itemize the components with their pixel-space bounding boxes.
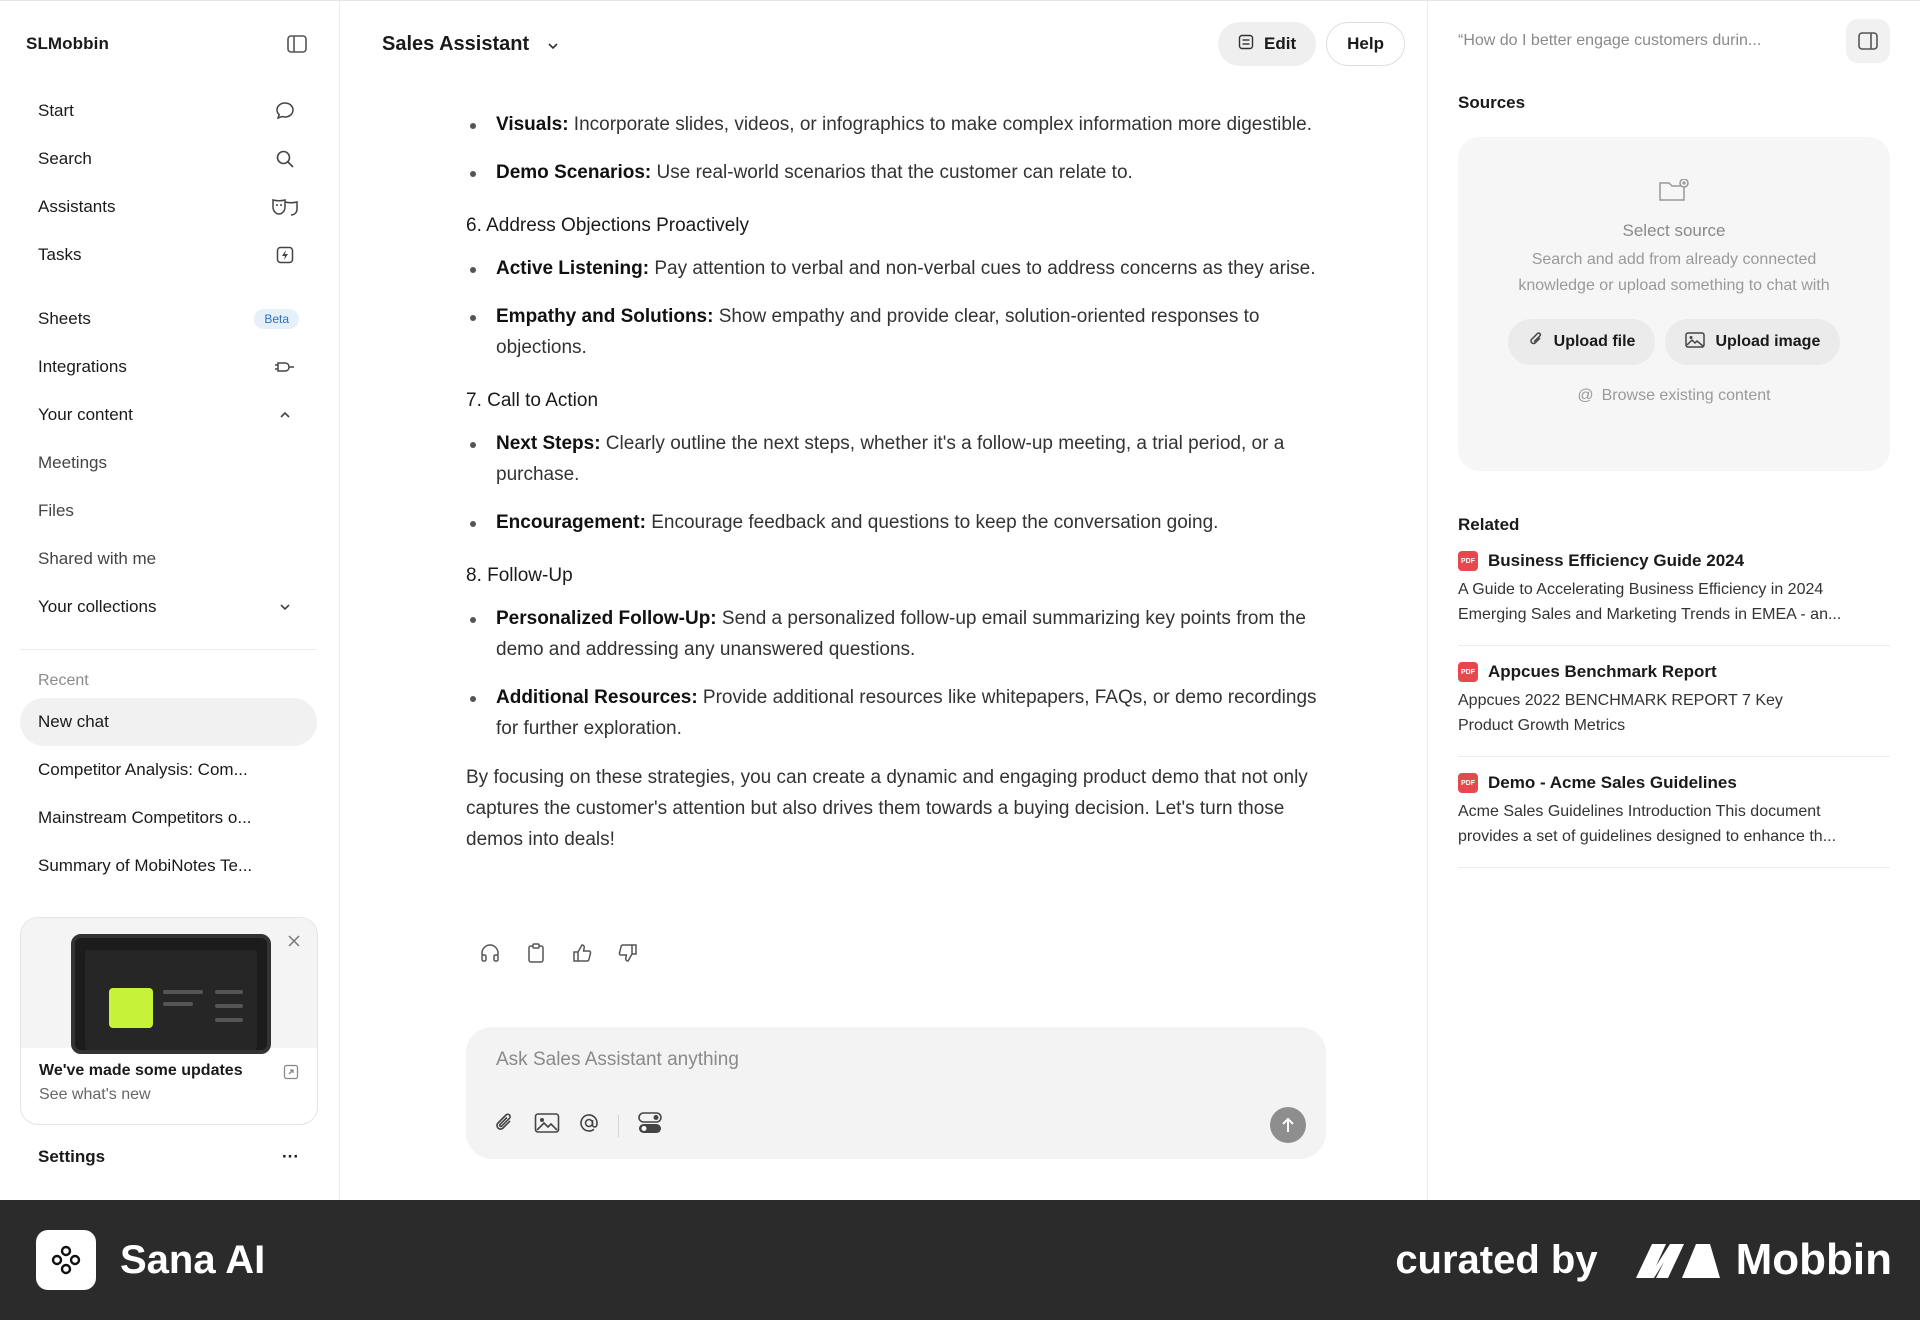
updates-card[interactable] [20, 917, 318, 1125]
sources-panel [1428, 1, 1920, 1201]
recent-chat-item[interactable]: Mainstream Competitors o... [38, 808, 252, 827]
related-desc: Product Growth Metrics [1458, 717, 1626, 734]
updates-preview-image [21, 918, 317, 1048]
related-desc: Acme Sales Guidelines Introduction This document [1458, 803, 1821, 820]
attach-icon[interactable] [494, 1111, 516, 1140]
sidebar-item-label: Tasks [38, 245, 82, 264]
assistant-selector[interactable] [382, 33, 559, 56]
thumbs-down-icon[interactable] [616, 941, 640, 965]
sidebar-item-integrations[interactable] [20, 343, 317, 391]
related-desc: Emerging Sales and Marketing Trends in EMEA - an... [1458, 606, 1842, 623]
sidebar-item-sheets[interactable] [20, 295, 317, 343]
mention-icon[interactable] [578, 1112, 600, 1139]
message-section [466, 555, 1326, 744]
chat-bubble-icon [271, 97, 299, 125]
curated-label: curated by [1395, 1237, 1598, 1282]
footer-banner [0, 1200, 1920, 1320]
close-icon[interactable] [287, 932, 301, 953]
edit-button[interactable] [1218, 22, 1316, 66]
search-icon [271, 145, 299, 173]
sidebar-item-files[interactable]: Files [38, 501, 74, 520]
list-item: Visuals: Incorporate slides, videos, or infographics to make complex information more digestible. [466, 109, 1326, 140]
brand-row [20, 1, 317, 87]
updates-subtitle[interactable]: See what's new [39, 1086, 151, 1103]
select-source-desc: Search and add from already connected knowledge or upload something to chat with [1518, 251, 1830, 294]
composer-input[interactable]: Ask Sales Assistant anything [496, 1049, 739, 1070]
list-item: Empathy and Solutions: Show empathy and provide clear, solution-oriented responses to objections. [466, 301, 1326, 363]
external-link-icon[interactable] [283, 1064, 299, 1085]
message-composer[interactable] [466, 1027, 1326, 1159]
related-heading: Related [1458, 515, 1520, 534]
mobbin-logo [1634, 1235, 1892, 1285]
beta-badge: Beta [254, 309, 299, 329]
sidebar [0, 1, 340, 1201]
sidebar-item-collections[interactable] [20, 583, 317, 631]
help-button[interactable]: Help [1326, 22, 1405, 66]
sources-card [1458, 137, 1890, 471]
copy-icon[interactable] [524, 941, 548, 965]
sidebar-toggle-icon[interactable] [283, 30, 311, 58]
sidebar-item-label: Assistants [38, 197, 116, 216]
headphones-icon[interactable] [478, 941, 502, 965]
message-actions [478, 941, 640, 965]
related-desc: Appcues 2022 BENCHMARK REPORT 7 Key [1458, 692, 1783, 709]
image-icon[interactable] [534, 1112, 560, 1139]
conversation-query: “How do I better engage customers durin... [1458, 32, 1762, 49]
recent-chat-item[interactable]: Competitor Analysis: Com... [38, 760, 248, 779]
sidebar-item-shared[interactable]: Shared with me [38, 549, 157, 568]
assistant-message [466, 61, 1326, 855]
list-item: Demo Scenarios: Use real-world scenarios that the customer can relate to. [466, 157, 1326, 188]
toolbar-divider [618, 1115, 619, 1137]
related-item[interactable] [1458, 757, 1890, 868]
related-item[interactable] [1458, 646, 1890, 757]
sana-logo-icon [36, 1230, 96, 1290]
updates-title: We've made some updates [39, 1062, 243, 1079]
plug-icon [271, 353, 299, 381]
image-icon [1685, 332, 1705, 353]
related-desc: A Guide to Accelerating Business Efficiency in 2024 [1458, 581, 1824, 598]
settings-row[interactable] [20, 1137, 317, 1177]
recent-chat-item[interactable]: Summary of MobiNotes Te... [38, 856, 253, 875]
bolt-icon [271, 241, 299, 269]
toggle-settings-icon[interactable] [637, 1110, 663, 1141]
sidebar-item-meetings[interactable]: Meetings [38, 453, 107, 472]
chevron-down-icon [547, 33, 559, 56]
sidebar-divider [20, 649, 317, 650]
related-title: Appcues Benchmark Report [1488, 662, 1717, 681]
chat-main [340, 1, 1428, 1201]
pdf-icon: PDF [1458, 773, 1478, 793]
upload-file-label: Upload file [1553, 333, 1636, 350]
chat-header [340, 1, 1427, 87]
section-heading: 6. Address Objections Proactively [466, 214, 750, 236]
edit-label: Edit [1264, 34, 1297, 53]
at-icon: @ [1577, 387, 1594, 404]
settings-label: Settings [38, 1147, 106, 1166]
panel-toggle-icon[interactable] [1846, 19, 1890, 63]
list-item: Additional Resources: Provide additional resources like whitepapers, FAQs, or demo recordings for further exploration. [466, 682, 1326, 744]
related-title: Demo - Acme Sales Guidelines [1488, 773, 1737, 792]
section-heading: 8. Follow-Up [466, 564, 573, 586]
thumbs-up-icon[interactable] [570, 941, 594, 965]
list-item: Personalized Follow-Up: Send a personalized follow-up email summarizing key points from the demo and addressing any unanswered questions. [466, 603, 1326, 665]
paperclip-icon [1528, 331, 1544, 354]
upload-image-button[interactable] [1665, 319, 1840, 365]
sources-heading: Sources [1458, 93, 1526, 112]
section-heading: 7. Call to Action [466, 389, 599, 411]
upload-file-button[interactable] [1508, 319, 1656, 365]
message-section [466, 205, 1326, 363]
add-folder-icon [1458, 137, 1890, 203]
list-item: Active Listening: Pay attention to verbal and non-verbal cues to address concerns as they arise. [466, 253, 1326, 284]
sidebar-item-label: Integrations [38, 357, 127, 376]
sidebar-item-label: Start [38, 101, 74, 120]
mobbin-mark-icon [1634, 1240, 1722, 1280]
sidebar-item-label: Your content [38, 405, 133, 424]
arrow-up-icon [1280, 1116, 1296, 1134]
mobbin-name: Mobbin [1735, 1235, 1892, 1284]
related-desc: provides a set of guidelines designed to enhance th... [1458, 828, 1837, 845]
sidebar-item-start[interactable] [20, 87, 317, 135]
message-section [466, 380, 1326, 538]
masks-icon [271, 193, 299, 221]
app-name: Sana AI [120, 1237, 266, 1282]
sidebar-item-your-content[interactable] [20, 391, 317, 439]
sidebar-item-tasks[interactable] [20, 231, 317, 279]
sidebar-item-assistants[interactable] [20, 183, 317, 231]
pdf-icon: PDF [1458, 662, 1478, 682]
more-icon[interactable]: ··· [282, 1147, 299, 1166]
browse-label: Browse existing content [1601, 387, 1771, 404]
pdf-icon: PDF [1458, 551, 1478, 571]
edit-icon [1238, 34, 1254, 55]
browse-content-link[interactable] [1458, 387, 1890, 405]
sidebar-item-label: Search [38, 149, 92, 168]
upload-image-label: Upload image [1715, 333, 1821, 350]
sidebar-item-search[interactable] [20, 135, 317, 183]
chevron-up-icon [271, 401, 299, 429]
list-item: Encouragement: Encourage feedback and questions to keep the conversation going. [466, 507, 1326, 538]
list-item: Next Steps: Clearly outline the next steps, whether it's a follow-up meeting, a trial period, or a purchase. [466, 428, 1326, 490]
chevron-down-icon [271, 593, 299, 621]
related-item[interactable] [1458, 535, 1890, 646]
send-button[interactable] [1270, 1107, 1306, 1143]
closing-paragraph: By focusing on these strategies, you can create a dynamic and engaging product demo that not only captures the customer's attention but also drives them towards a buying decision. Let's turn those demos into deals! [466, 767, 1308, 850]
sidebar-item-label: Sheets [38, 309, 91, 328]
tablet-illustration [71, 934, 271, 1054]
sidebar-item-label: Your collections [38, 597, 157, 616]
recent-chat-item[interactable]: New chat [20, 698, 317, 746]
assistant-name: Sales Assistant [382, 32, 530, 55]
recent-heading: Recent [38, 672, 89, 689]
workspace-name[interactable]: SLMobbin [26, 34, 109, 53]
select-source-title: Select source [1622, 221, 1726, 240]
related-title: Business Efficiency Guide 2024 [1488, 551, 1745, 570]
